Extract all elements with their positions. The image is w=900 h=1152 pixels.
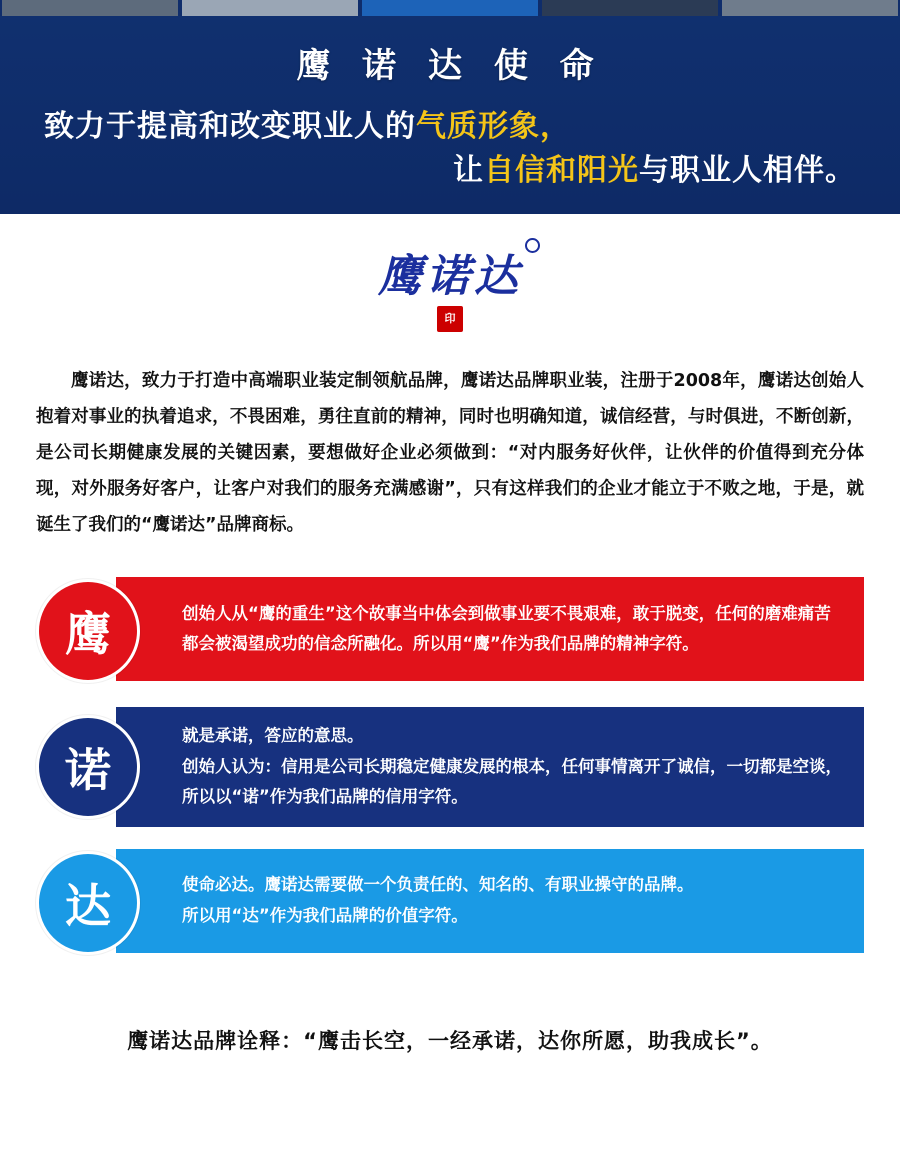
character-block-ying <box>36 577 864 685</box>
banner-subtitle-line-1 <box>0 105 900 149</box>
banner-line2-prefix: 让 <box>453 152 484 188</box>
character-blocks <box>0 543 900 957</box>
character-description <box>116 849 864 953</box>
photo-thumb <box>182 0 358 16</box>
banner-line2-highlight: 自信和阳光 <box>484 152 639 188</box>
character-block-nuo <box>36 707 864 827</box>
photo-thumb <box>362 0 538 16</box>
photo-thumb <box>722 0 898 16</box>
character-badge: 鹰 <box>36 579 140 683</box>
character-description <box>116 707 864 827</box>
seal-icon: 印 <box>437 306 463 332</box>
brand-logo <box>378 240 522 332</box>
banner-line1-text: 致力于提高和改变职业人的 <box>44 109 416 144</box>
character-description <box>116 577 864 681</box>
character-text-line: 创始人认为：信用是公司长期稳定健康发展的根本，任何事情离开了诚信，一切都是空谈，所以以“诺”作为我们品牌的信用字符。 <box>182 756 842 807</box>
character-text-line: 所以用“达”作为我们品牌的价值字符。 <box>182 905 468 925</box>
intro-paragraph: 鹰诺达，致力于打造中高端职业装定制领航品牌，鹰诺达品牌职业装，注册于2008年，鹰诺达创始人抱着对事业的执着追求，不畏困难，勇往直前的精神，同时也明确知道，诚信经营，与时俱进，不断创新，是公司长期健康发展的关键因素，要想做好企业必须做到：“对内服务好伙伴，让伙伴的价值得到充分体现，对外服务好客户，让客户对我们的服务充满感谢”，只有这样我们的企业才能立于不败之地，于是，就诞生了我们的“鹰诺达”品牌商标。 <box>36 371 864 535</box>
character-text-line: 就是承诺，答应的意思。 <box>182 726 364 746</box>
banner-line1-highlight: 气质形象， <box>416 109 571 144</box>
circle-icon <box>525 238 540 253</box>
banner-title: 鹰 诺 达 使 命 <box>296 46 604 86</box>
brand-logo-area <box>0 214 900 350</box>
photo-thumb <box>542 0 718 16</box>
mission-banner <box>0 16 900 214</box>
character-badge: 达 <box>36 851 140 955</box>
banner-line2-suffix: 与职业人相伴。 <box>639 152 856 188</box>
character-text-line: 创始人从“鹰的重生”这个故事当中体会到做事业要不畏艰难，敢于脱变，任何的磨难痛苦都会被渴望成功的信念所融化。所以用“鹰”作为我们品牌的精神字符。 <box>182 603 831 654</box>
photo-strip <box>0 0 900 16</box>
character-text-line: 使命必达。鹰诺达需要做一个负责任的、知名的、有职业操守的品牌。 <box>182 875 694 895</box>
character-block-da <box>36 849 864 957</box>
character-badge: 诺 <box>36 715 140 819</box>
photo-thumb <box>2 0 178 16</box>
brand-slogan: 鹰诺达品牌诠释：“鹰击长空，一经承诺，达你所愿，助我成长”。 <box>127 1028 773 1053</box>
banner-subtitle-line-2 <box>0 149 900 193</box>
brand-logo-text: 鹰诺达 <box>378 251 522 302</box>
